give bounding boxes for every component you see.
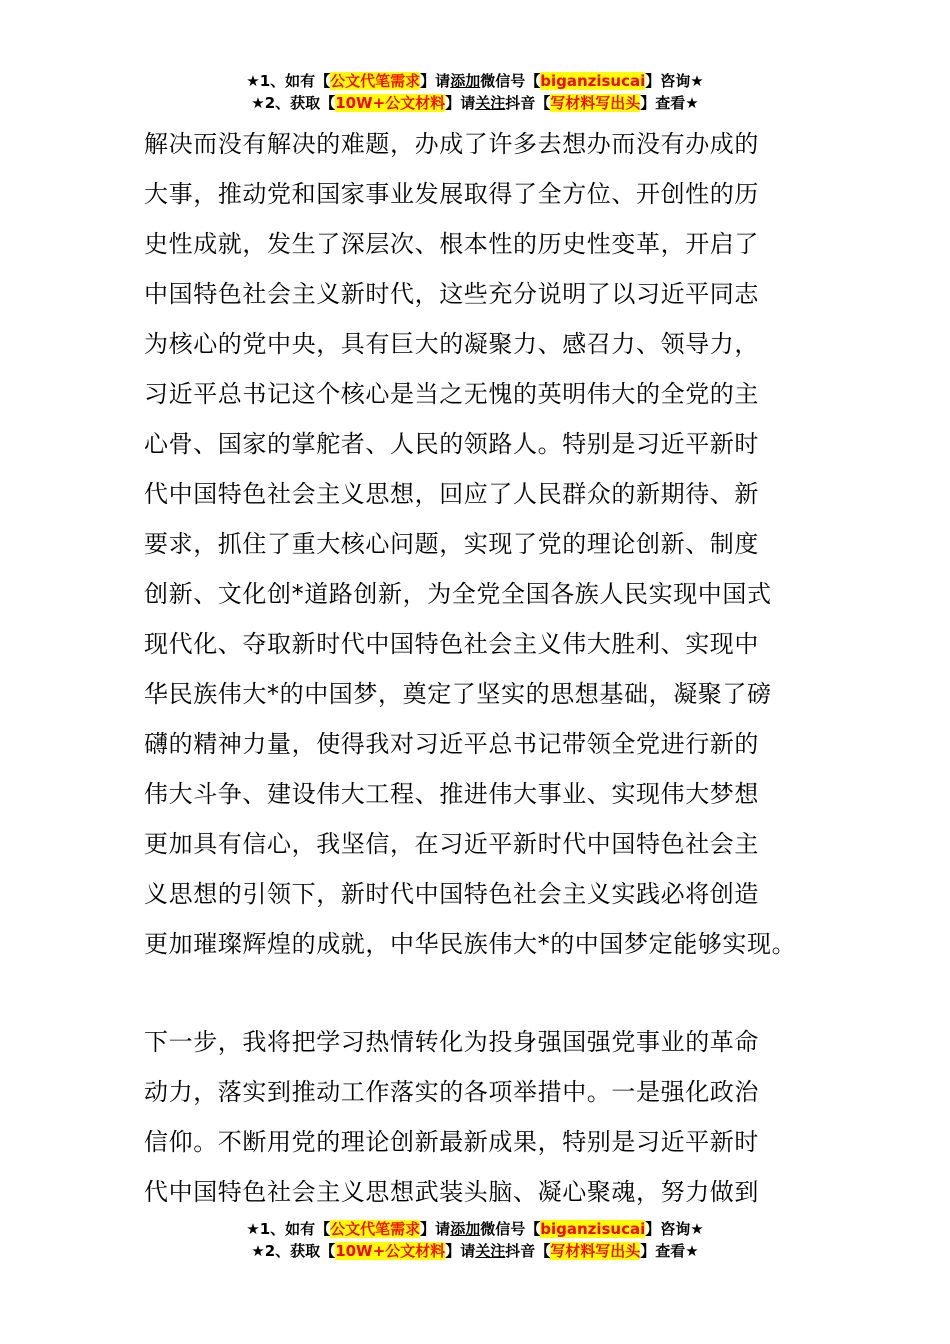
- banner-text: 】请: [420, 72, 451, 90]
- text-line: 要求，抓住了重大核心问题，实现了党的理论创新、制度: [144, 530, 759, 558]
- highlight-wechat-id: biganzisucai: [540, 1220, 646, 1238]
- banner-text: 微信号【: [480, 1220, 541, 1238]
- banner-text: 】请: [445, 1242, 476, 1260]
- text-line: 心骨、国家的掌舵者、人民的领路人。特别是习近平新时: [144, 430, 759, 458]
- text-line: 礴的精神力量，使得我对习近平总书记带领全党进行新的: [144, 730, 759, 758]
- banner-underlined-text: 关注: [475, 1242, 506, 1260]
- banner-text: 】查看★: [640, 94, 699, 112]
- text-line: 代中国特色社会主义思想武装头脑、凝心聚魂，努力做到: [144, 1178, 759, 1206]
- banner-text: 】请: [445, 94, 476, 112]
- banner-text: ★1、如有【: [246, 1220, 331, 1238]
- text-line: 创新、文化创*道路创新，为全党全国各族人民实现中国式: [144, 580, 772, 608]
- highlight-wechat-id: biganzisucai: [540, 72, 646, 90]
- text-line: 史性成就，发生了深层次、根本性的历史性变革，开启了: [144, 230, 759, 258]
- banner-text: ★2、获取【: [251, 94, 336, 112]
- text-line: 信仰。不断用党的理论创新最新成果，特别是习近平新时: [144, 1128, 759, 1156]
- text-line: 更加具有信心，我坚信，在习近平新时代中国特色社会主: [144, 830, 759, 858]
- banner-text: ★2、获取【: [251, 1242, 336, 1260]
- highlight-service: 公文代笔需求: [330, 72, 421, 90]
- banner-underlined-text: 添加: [450, 1220, 481, 1238]
- banner-text: 】请: [420, 1220, 451, 1238]
- text-line: 伟大斗争、建设伟大工程、推进伟大事业、实现伟大梦想: [144, 780, 759, 808]
- banner-text: 抖音【: [505, 94, 551, 112]
- banner-text: ★1、如有【: [246, 72, 331, 90]
- highlight-service: 公文代笔需求: [330, 1220, 421, 1238]
- banner-text: 】咨询★: [645, 72, 704, 90]
- banner-text: 微信号【: [480, 72, 541, 90]
- highlight-materials: 10W+公文材料: [335, 1242, 446, 1260]
- text-line: 现代化、夺取新时代中国特色社会主义伟大胜利、实现中: [144, 630, 759, 658]
- text-line: 动力，落实到推动工作落实的各项举措中。一是强化政治: [144, 1078, 759, 1106]
- text-line: 代中国特色社会主义思想，回应了人民群众的新期待、新: [144, 480, 759, 508]
- text-line: 华民族伟大*的中国梦，奠定了坚实的思想基础，凝聚了磅: [144, 680, 772, 708]
- paragraph-2: [144, 1017, 808, 1217]
- text-line: 解决而没有解决的难题，办成了许多去想办而没有办成的: [144, 130, 759, 158]
- banner-line-2: [0, 1240, 950, 1262]
- banner-text: 】咨询★: [645, 1220, 704, 1238]
- header-banner: [0, 70, 950, 114]
- banner-underlined-text: 关注: [475, 94, 506, 112]
- banner-line-2: [0, 92, 950, 114]
- highlight-materials: 10W+公文材料: [335, 94, 446, 112]
- text-line: 更加璀璨辉煌的成就，中华民族伟大*的中国梦定能够实现。: [144, 930, 797, 958]
- text-line: 下一步，我将把学习热情转化为投身强国强党事业的革命: [144, 1028, 759, 1056]
- highlight-douyin-account: 写材料写出头: [550, 1242, 641, 1260]
- text-line: 为核心的党中央，具有巨大的凝聚力、感召力、领导力，: [144, 330, 759, 358]
- text-line: 义思想的引领下，新时代中国特色社会主义实践必将创造: [144, 880, 759, 908]
- banner-line-1: [0, 1218, 950, 1240]
- highlight-douyin-account: 写材料写出头: [550, 94, 641, 112]
- text-line: 大事，推动党和国家事业发展取得了全方位、开创性的历: [144, 180, 759, 208]
- banner-text: 抖音【: [505, 1242, 551, 1260]
- footer-banner: [0, 1218, 950, 1262]
- paragraph-1: [144, 119, 808, 969]
- banner-text: 】查看★: [640, 1242, 699, 1260]
- text-line: 中国特色社会主义新时代，这些充分说明了以习近平同志: [144, 280, 759, 308]
- banner-underlined-text: 添加: [450, 72, 481, 90]
- text-line: 习近平总书记这个核心是当之无愧的英明伟大的全党的主: [144, 380, 759, 408]
- banner-line-1: [0, 70, 950, 92]
